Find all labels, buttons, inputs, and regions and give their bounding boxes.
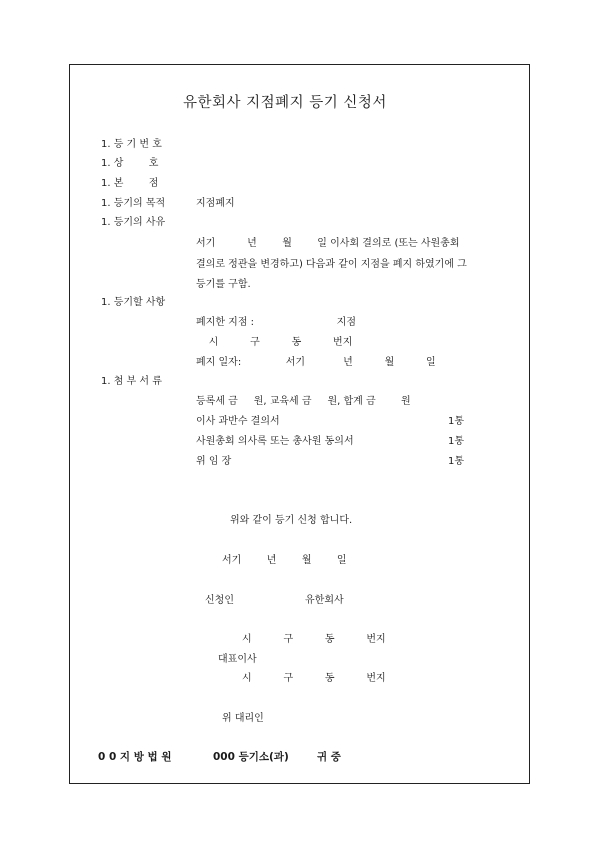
reason-text-line: 결의로 정관을 변경하고) 다음과 같이 지점을 폐지 하였기에 그 xyxy=(196,259,467,270)
representative-label: 대표이사 xyxy=(218,654,257,665)
registration-number-label: 1. 등 기 번 호 xyxy=(101,139,162,150)
attachment-item-name: 위 임 장 xyxy=(196,456,232,467)
attachment-item-name: 이사 과반수 결의서 xyxy=(196,416,280,427)
reason-text-line: 등기를 구함. xyxy=(196,279,251,290)
applicant-label: 신청인 xyxy=(205,595,234,606)
request-statement: 위와 같이 등기 신청 합니다. xyxy=(230,515,353,526)
attachment-item-name: 등록세 금 원, 교육세 금 원, 합계 금 원 xyxy=(196,396,411,407)
reason-label: 1. 등기의 사유 xyxy=(101,217,166,228)
district-court: 0 0 지 방 법 원 xyxy=(98,751,172,763)
attachments-label: 1. 첨 부 서 류 xyxy=(101,376,162,387)
applicant-company: 유한회사 xyxy=(305,595,344,606)
branch-address-line: 시 구 동 번지 xyxy=(196,337,353,348)
application-date: 서기 년 월 일 xyxy=(222,555,347,566)
head-office-label: 1. 본 점 xyxy=(101,178,159,189)
attachment-item-count: 1통 xyxy=(448,416,465,427)
attachment-item-count: 1통 xyxy=(448,436,465,447)
company-address: 시 구 동 번지 xyxy=(242,634,386,645)
purpose-label: 1. 등기의 목적 xyxy=(101,198,166,209)
document-title: 유한회사 지점폐지 등기 신청서 xyxy=(183,95,387,111)
trade-name-label: 1. 상 호 xyxy=(101,158,159,169)
representative-address: 시 구 동 번지 xyxy=(242,673,386,684)
closure-date-line: 폐지 일자: 서기 년 월 일 xyxy=(196,357,436,368)
attachment-item-name: 사원총회 의사록 또는 총사원 동의서 xyxy=(196,436,354,447)
registry-office: 000 등기소(과) xyxy=(213,751,289,763)
reason-text-line: 서기 년 월 일 이사회 결의로 (또는 사원총회 xyxy=(196,238,460,249)
attachment-item-count: 1통 xyxy=(448,456,465,467)
matter-label: 1. 등기할 사항 xyxy=(101,297,166,308)
purpose-value: 지점폐지 xyxy=(196,198,235,209)
agent-label: 위 대리인 xyxy=(222,713,264,724)
addressee: 귀 중 xyxy=(317,751,341,763)
closed-branch-line: 폐지한 지점 : 지점 xyxy=(196,317,356,328)
